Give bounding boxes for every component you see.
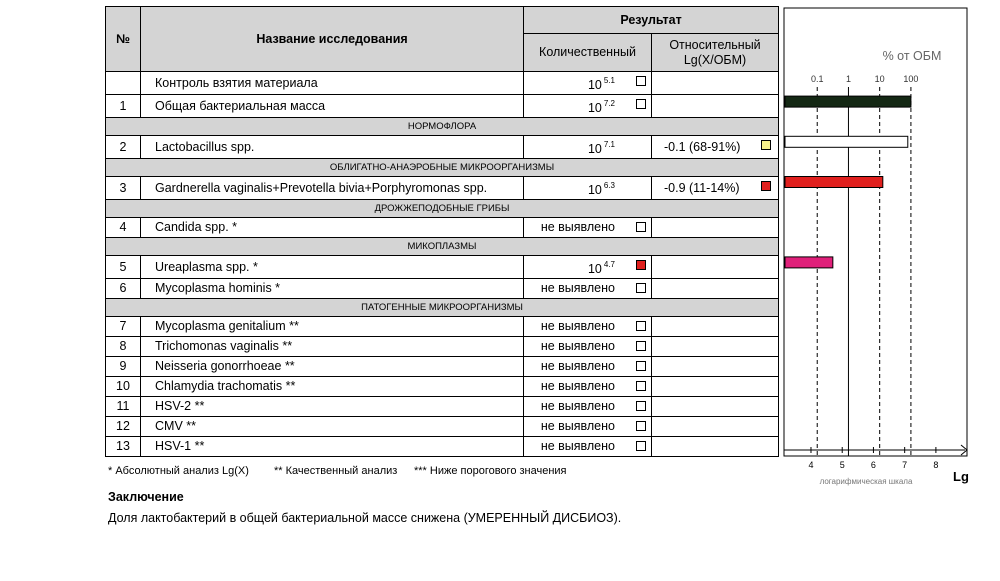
- not-detected-text: не выявлено: [540, 319, 615, 333]
- chart-bar: [785, 96, 911, 107]
- section-label: ПАТОГЕННЫЕ МИКРООРГАНИЗМЫ: [106, 299, 779, 317]
- footnote-qualitative: ** Качественный анализ: [274, 465, 398, 477]
- percent-tick-label: 0.1: [810, 74, 824, 84]
- x-tick-label: 7: [902, 460, 908, 470]
- row-number: 13: [106, 437, 141, 457]
- not-detected-text: не выявлено: [540, 379, 615, 393]
- test-name: Neisseria gonorrhoeae **: [141, 357, 524, 377]
- axis-unit-label: Lg: [953, 469, 969, 484]
- test-name: Chlamydia trachomatis **: [141, 377, 524, 397]
- header-relative-line1: Относительный: [669, 37, 761, 52]
- row-number: 5: [106, 256, 141, 279]
- percent-tick-label: 1: [845, 74, 851, 84]
- section-label: ДРОЖЖЕПОДОБНЫЕ ГРИБЫ: [106, 200, 779, 218]
- percent-tick-label: 10: [874, 74, 885, 84]
- test-name: Mycoplasma genitalium **: [141, 317, 524, 337]
- test-name: HSV-2 **: [141, 397, 524, 417]
- conclusion-text: Доля лактобактерий в общей бактериальной массе снижена (УМЕРЕННЫЙ ДИСБИОЗ).: [108, 511, 622, 525]
- row-number: 4: [106, 218, 141, 238]
- not-detected-text: не выявлено: [540, 359, 615, 373]
- row-number: 6: [106, 279, 141, 299]
- percent-tick-label: 100: [903, 74, 919, 84]
- chart-bar: [785, 136, 908, 147]
- row-number: 8: [106, 337, 141, 357]
- chart-bar: [785, 177, 883, 188]
- quantity-exponent: 7.1: [603, 140, 615, 149]
- quantity-base: 10: [587, 78, 602, 92]
- row-number: 1: [106, 95, 141, 118]
- section-label: ОБЛИГАТНО-АНАЭРОБНЫЕ МИКРООРГАНИЗМЫ: [106, 159, 779, 177]
- quantity-base: 10: [587, 183, 602, 197]
- quantity-exponent: 6.3: [603, 181, 615, 190]
- header-quantitative: Количественный: [524, 34, 652, 72]
- relative-value: -0.9 (11-14%): [664, 180, 740, 195]
- quantity-base: 10: [587, 142, 602, 156]
- not-detected-text: не выявлено: [540, 419, 615, 433]
- row-number: 3: [106, 177, 141, 200]
- chart-bar: [785, 257, 833, 268]
- section-label: МИКОПЛАЗМЫ: [106, 238, 779, 256]
- section-label: НОРМОФЛОРА: [106, 118, 779, 136]
- row-number: 7: [106, 317, 141, 337]
- relative-value: -0.1 (68-91%): [664, 139, 741, 154]
- x-tick-label: 6: [870, 460, 876, 470]
- not-detected-text: не выявлено: [540, 439, 615, 453]
- header-result: Результат: [524, 7, 779, 34]
- quantity-base: 10: [587, 262, 602, 276]
- row-number: 11: [106, 397, 141, 417]
- quantity-exponent: 4.7: [603, 260, 615, 269]
- not-detected-text: не выявлено: [540, 281, 615, 295]
- header-relative-line2: Lg(X/ОБМ): [683, 52, 747, 67]
- footnote-threshold: *** Ниже порогового значения: [414, 465, 567, 477]
- x-axis-label: логарифмическая шкала: [819, 477, 913, 486]
- test-name: Gardnerella vaginalis+Prevotella bivia+Porphyromonas spp.: [141, 177, 524, 200]
- test-name: Trichomonas vaginalis **: [141, 337, 524, 357]
- x-tick-label: 8: [933, 460, 939, 470]
- not-detected-text: не выявлено: [540, 220, 615, 234]
- test-name: Ureaplasma spp. *: [141, 256, 524, 279]
- conclusion-title: Заключение: [108, 490, 184, 504]
- x-tick-label: 4: [808, 460, 814, 470]
- quantity-exponent: 5.1: [603, 76, 615, 85]
- test-name: Контроль взятия материала: [141, 72, 524, 95]
- test-name: Общая бактериальная масса: [141, 95, 524, 118]
- row-number: 9: [106, 357, 141, 377]
- row-number: 12: [106, 417, 141, 437]
- row-number: 10: [106, 377, 141, 397]
- test-name: Lactobacillus spp.: [141, 136, 524, 159]
- header-number: №: [106, 7, 141, 72]
- test-name: CMV **: [141, 417, 524, 437]
- chart-title: % от ОБМ: [882, 49, 942, 63]
- test-name: HSV-1 **: [141, 437, 524, 457]
- not-detected-text: не выявлено: [540, 399, 615, 413]
- quantity-exponent: 7.2: [603, 99, 615, 108]
- header-test-name: Название исследования: [141, 7, 524, 72]
- x-tick-label: 5: [839, 460, 845, 470]
- footnote-absolute: * Абсолютный анализ Lg(X): [108, 465, 249, 477]
- quantity-base: 10: [587, 101, 602, 115]
- row-number: 2: [106, 136, 141, 159]
- not-detected-text: не выявлено: [540, 339, 615, 353]
- test-name: Mycoplasma hominis *: [141, 279, 524, 299]
- test-name: Candida spp. *: [141, 218, 524, 238]
